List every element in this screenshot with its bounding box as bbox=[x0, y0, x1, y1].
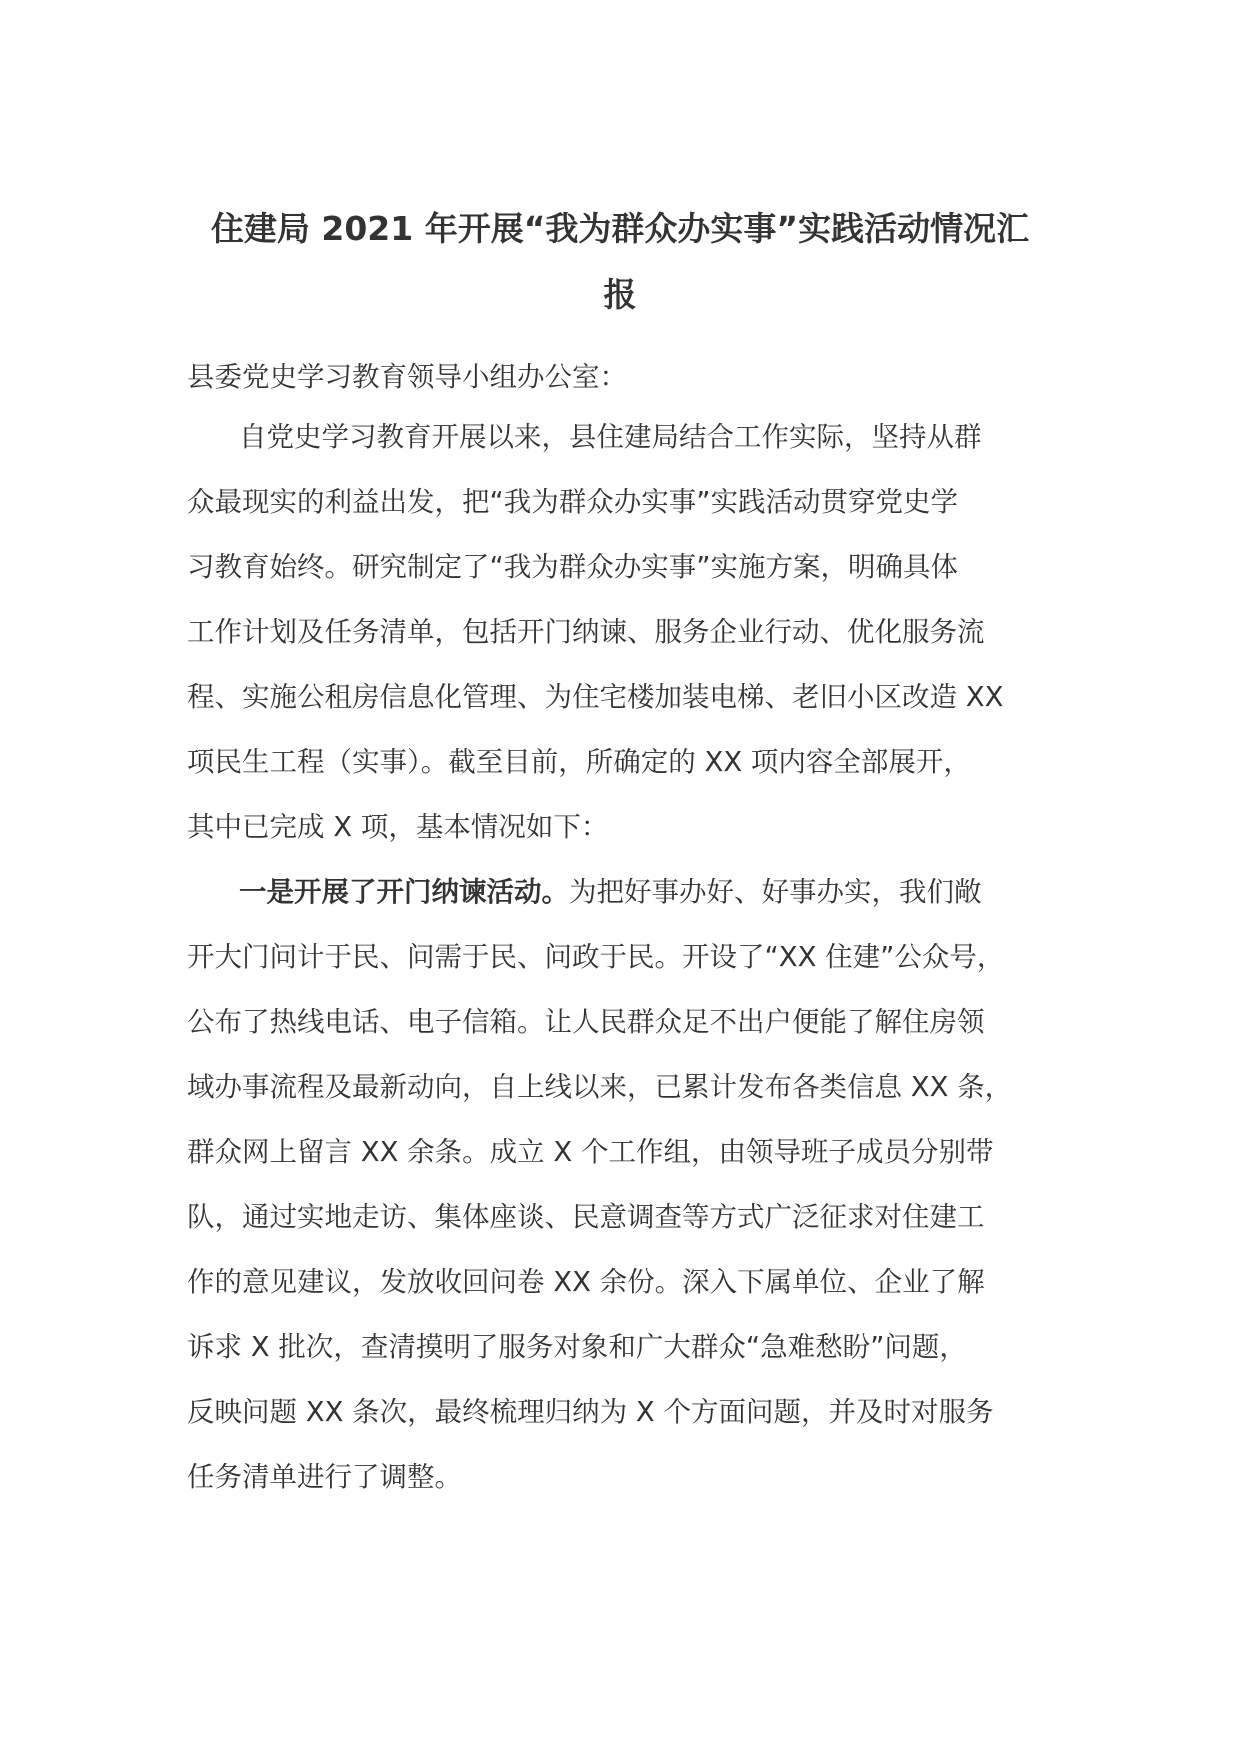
paragraph-line: 任务清单进行了调整。 bbox=[187, 1461, 462, 1493]
title-line-2: 报 bbox=[603, 275, 637, 314]
paragraph-line: 习教育始终。研究制定了“我为群众办实事”实施方案，明确具体 bbox=[187, 551, 958, 583]
salutation bbox=[187, 345, 1077, 410]
paragraph-line: 诉求 X 批次，查清摸明了服务对象和广大群众“急难愁盼”问题， bbox=[187, 1331, 967, 1363]
paragraph-line: 反映问题 XX 条次，最终梳理归纳为 X 个方面问题，并及时对服务 bbox=[187, 1396, 994, 1428]
salutation-text: 县委党史学习教育领导小组办公室： bbox=[187, 361, 627, 393]
paragraph-section-one bbox=[187, 860, 1077, 1510]
paragraph-line bbox=[187, 860, 1077, 925]
paragraph-line: 队，通过实地走访、集体座谈、民意调查等方式广泛征求对住建工 bbox=[187, 1201, 985, 1233]
paragraph-line: 开大门问计于民、问需于民、问政于民。开设了“XX 住建”公众号， bbox=[187, 941, 1005, 973]
paragraph-intro bbox=[187, 405, 1077, 860]
paragraph-line: 工作计划及任务清单，包括开门纳谏、服务企业行动、优化服务流 bbox=[187, 616, 985, 648]
title-line-1: 住建局 2021 年开展“我为群众办实事”实践活动情况汇 bbox=[210, 209, 1030, 248]
paragraph-line: 众最现实的利益出发，把“我为群众办实事”实践活动贯穿党史学 bbox=[187, 486, 958, 518]
paragraph-line: 程、实施公租房信息化管理、为住宅楼加装电梯、老旧小区改造 XX bbox=[187, 681, 1004, 713]
paragraph-line: 其中已完成 X 项，基本情况如下： bbox=[187, 811, 609, 843]
paragraph-line: 作的意见建议，发放收回问卷 XX 余份。深入下属单位、企业了解 bbox=[187, 1266, 985, 1298]
document-title bbox=[185, 196, 1055, 328]
paragraph-line: 项民生工程（实事）。截至目前，所确定的 XX 项内容全部展开， bbox=[187, 746, 971, 778]
paragraph-line-rest: 为把好事办好、好事办实，我们敞 bbox=[569, 876, 982, 908]
paragraph-line: 群众网上留言 XX 余条。成立 X 个工作组，由领导班子成员分别带 bbox=[187, 1136, 994, 1168]
section-heading: 一是开展了开门纳谏活动。 bbox=[239, 876, 569, 908]
paragraph-line: 自党史学习教育开展以来，县住建局结合工作实际，坚持从群 bbox=[239, 421, 982, 453]
paragraph-line: 域办事流程及最新动向，自上线以来，已累计发布各类信息 XX 条， bbox=[187, 1071, 1013, 1103]
paragraph-line: 公布了热线电话、电子信箱。让人民群众足不出户便能了解住房领 bbox=[187, 1006, 985, 1038]
